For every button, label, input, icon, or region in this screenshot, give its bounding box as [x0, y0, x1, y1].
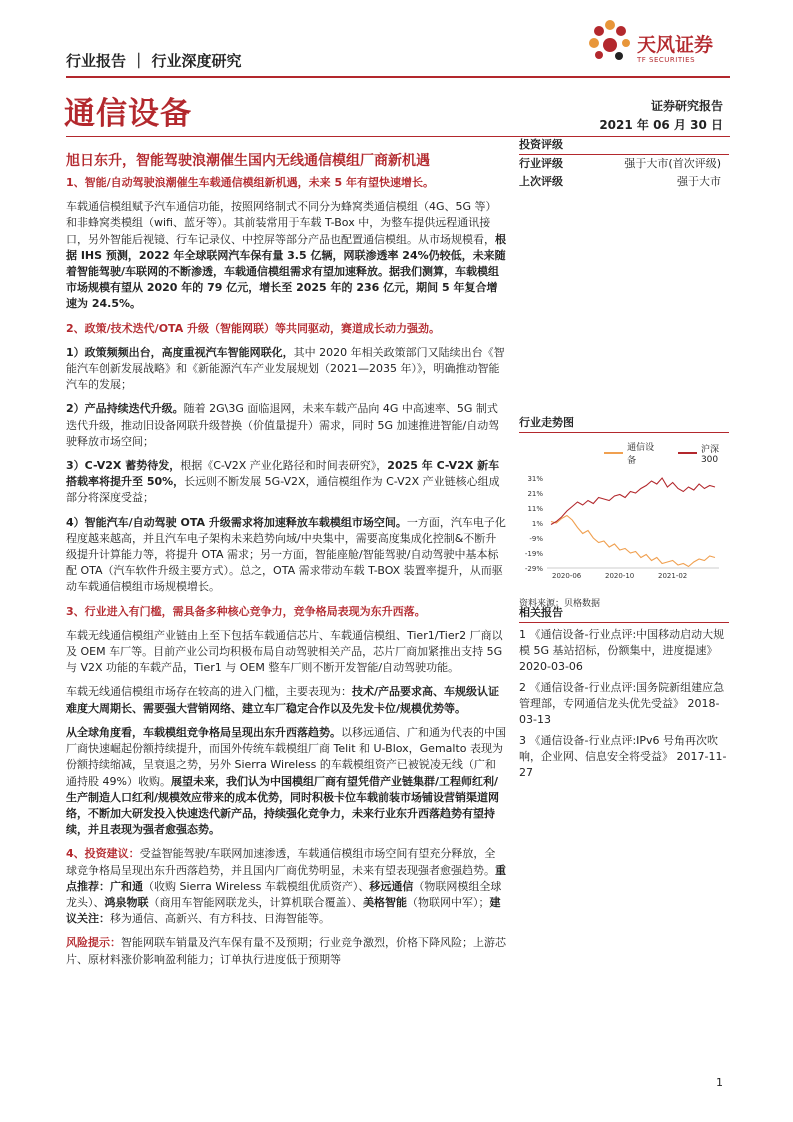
rating-box: [519, 136, 729, 191]
y-tick-label: -9%: [529, 535, 543, 543]
chart-legend: [604, 440, 729, 466]
trend-divider: [519, 432, 729, 433]
x-tick-label: 2020-10: [605, 572, 635, 580]
series-line-tongxin: [551, 516, 715, 567]
rating-title: 投资评级: [519, 138, 563, 151]
section-3-paragraph-3: 从全球角度看，车载模组竞争格局呈现出东升西落趋势。以移远通信、广和通为代表的中国厂商快速崛起份额持续提升，而国外传统车载模组厂商 Telit 和 U-Blox，Gemalto 表现为份额持续缩减，呈衰退之势，另外 Sierra Wireless 的车载模组资产已被锐凌无线（广和通持股 49%）收购。展望未来，我们认为中国模组厂商有望凭借产业链集群/工程师红利/生产制造人口红利/规模效应带来的成本优势，同时积极卡位车载前装市场铺设营销渠道网络，不断加大研发投入快速迭代新产品，持续强化竞争力，未来行业东升西落趋势有望持续，并且表现为强者愈强态势。: [66, 725, 506, 837]
x-tick-label: 2020-06: [552, 572, 582, 580]
logo: [585, 18, 635, 68]
trend-chart: [519, 470, 729, 590]
section-1-title: 1、智能/自动驾驶浪潮催生车载通信模组新机遇，未来 5 年有望快速增长。: [66, 176, 434, 189]
report-headline: 旭日东升，智能驾驶浪潮催生国内无线通信模组厂商新机遇: [66, 153, 430, 169]
related-report-1[interactable]: 1 《通信设备-行业点评:中国移动启动大规模 5G 基站招标，份额集中，进度提速》 2020-03-06: [519, 628, 725, 673]
related-report-2[interactable]: 2 《通信设备-行业点评:国务院新组建应急管理部，专网通信龙头优先受益》 2018-03-13: [519, 681, 725, 726]
y-tick-label: 1%: [531, 520, 543, 528]
section-2-item-1: 1）政策频频出台，高度重视汽车智能网联化，其中 2020 年相关政策部门又陆续出台《智能汽车创新发展战略》和《新能源汽车产业发展规划（2021—2035 年）》，明确推动智能汽车的发展；: [66, 345, 505, 392]
y-tick-label: -29%: [524, 565, 543, 573]
section-3-paragraph-1: 车载无线通信模组产业链由上至下包括车载通信芯片、车载通信模组、Tier1/Tier2 厂商以及 OEM 车厂等。目前产业公司均积极布局自动驾驶相关产品，芯片厂商加紧推出支持 5G 与 V2X 功能的车载产品，Tier1 与 OEM 整车厂则不断开发智能/自动驾驶功能。: [66, 628, 503, 675]
section-1-paragraph: 车载通信模组赋予汽车通信功能，按照网络制式不同分为蜂窝类通信模组（4G、5G 等）和非蜂窝类模组（wifi、蓝牙等）。其前装常用于车载 T-Box 中，为整车提供远程通讯接口，另外智能后视镜、行车记录仪、中控屏等部分产品也配置通信模组。从市场规模看，根据 IHS 预测，2022 年全球联网汽车保有量 3.5 亿辆，网联渗透率 24%仍较低，未来随着智能驾驶/车联网的不断渗透，车载通信模组需求有望加速释放。据我们测算，车载模组市场规模有望从 2020 年的 79 亿元，增长至 2025 年的 236 亿元，期间 5 年复合增速为 24.5%。: [66, 200, 506, 311]
y-tick-label: 31%: [527, 475, 543, 483]
logo-name: 天风证券: [637, 34, 714, 56]
section-4-paragraph: 4、投资建议：受益智能驾驶/车联网加速渗透，车载通信模组市场空间有望充分释放，全球竞争格局呈现出东升西落趋势，并且国内厂商优势明显，未来有望表现强者愈强趋势。重点推荐：广和通（收购 Sierra Wireless 车载模组优质资产）、移远通信（物联网模组全球龙头）、鸿泉物联（商用车智能网联龙头，计算机联合覆盖）、美格智能（物联网中军）；建议关注：移为通信、高新兴、有方科技、日海智能等。: [66, 847, 506, 926]
logo-subtitle: TF SECURITIES: [637, 56, 696, 64]
header-divider: [66, 76, 730, 78]
legend-label-a: 通信设备: [627, 443, 655, 466]
section-2-item-4: 4）智能汽车/自动驾驶 OTA 升级需求将加速释放车载模组市场空间。一方面，汽车电子化程度越来越高，并且汽车电子架构未来趋势向域/中央集中，需要高度集成化控制&不断升级提升计算能力等，将提升 OTA 需求；另一方面，智能座舱/智能驾驶/自动驾驶中基本标配 OTA（汽车软件升级主要方式）。总之，OTA 需求带动车载 T-BOX 装置率提升，从而驱动车载通信模组市场规模增长。: [66, 515, 506, 594]
legend-label-b: 沪深300: [700, 444, 719, 465]
trend-title: 行业走势图: [519, 416, 574, 429]
report-type: 证券研究报告: [650, 99, 723, 113]
trend-box: [519, 414, 729, 609]
chart-source: 资料来源：贝格数据: [519, 599, 601, 609]
series-line-hs300: [551, 478, 715, 525]
industry-title: 通信设备: [64, 96, 192, 132]
section-2-item-2: 2）产品持续迭代升级。随着 2G\3G 面临退网，未来车载产品向 4G 中高速率、5G 制式迭代升级，推动旧设备网联升级替换（价值量提升）需求，同时 5G 加速推进智能/自动驾驶释放市场空间；: [66, 402, 500, 448]
related-divider: [519, 622, 729, 623]
rating-row-industry: 行业评级 强于大市(首次评级): [519, 157, 721, 170]
related-box: [519, 604, 729, 786]
section-3-title: 3、行业进入有门槛，需具备多种核心竞争力，竞争格局表现为东升西落。: [66, 604, 426, 618]
logo-mark-icon: [585, 18, 635, 68]
section-2-title: 2、政策/技术迭代/OTA 升级（智能网联）等共同驱动，赛道成长动力强劲。: [66, 321, 441, 335]
x-tick-label: 2021-02: [658, 572, 688, 580]
report-category: 行业报告 ｜ 行业深度研究: [66, 52, 242, 70]
section-2-item-3: 3）C-V2X 蓄势待发，根据《C-V2X 产业化路径和时间表研究》，2025 年 C-V2X 新车搭载率将提升至 50%，长远则不断发展 5G-V2X，通信模组作为 C-V2X 产业链核心组成部分将深度受益；: [66, 459, 500, 505]
rating-row-previous: 上次评级 强于大市: [519, 175, 721, 188]
y-tick-label: 11%: [527, 505, 543, 513]
y-tick-label: -19%: [524, 550, 543, 558]
report-date: 2021 年 06 月 30 日: [599, 118, 723, 132]
y-tick-label: 21%: [527, 490, 543, 498]
page-number: 1: [716, 1076, 723, 1089]
related-title: 相关报告: [519, 606, 563, 619]
risk-paragraph: 风险提示：智能网联车销量及汽车保有量不及预期；行业竞争激烈，价格下降风险；上游芯片、原材料涨价影响盈利能力；订单执行进度低于预期等: [66, 936, 506, 966]
section-3-paragraph-2: 车载无线通信模组市场存在较高的进入门槛，主要表现为：技术/产品要求高、车规级认证难度大周期长、需要强大营销网络、建立车厂稳定合作以及先发卡位/规模优势等。: [66, 685, 500, 715]
legend-swatch-a: [604, 452, 623, 454]
related-report-3[interactable]: 3 《通信设备-行业点评:IPv6 号角再次吹响，企业网、信息安全将受益》 2017-11-27: [519, 734, 727, 779]
main-body: [66, 175, 506, 976]
legend-swatch-b: [678, 452, 697, 454]
